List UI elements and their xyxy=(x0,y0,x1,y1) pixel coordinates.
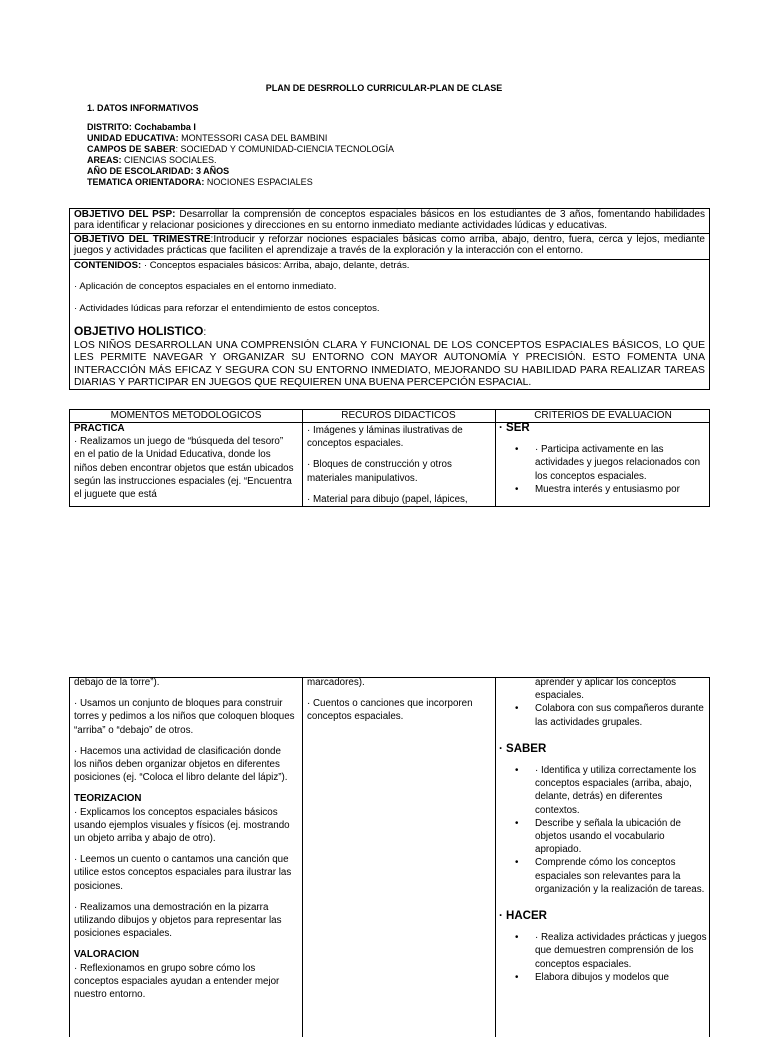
recurso-item: · Bloques de construcción y otros materiales manipulativos. xyxy=(307,459,452,484)
criterio-item: • · Realiza actividades prácticas y juegos que demuestren comprensión de los conceptos espaciales. xyxy=(535,931,707,971)
criterio-item: • · Participa activamente en las actividades y juegos relacionados con los conceptos espaciales. xyxy=(535,443,707,483)
info-block xyxy=(87,122,394,188)
objetivo-holistico: OBJETIVO HOLISTICO: LOS NIÑOS DESARROLLAN UNA COMPRENSIÓN CLARA Y FUNCIONAL DE LOS CONCEPTOS ESPACIALES BÁSICOS, LO QUE LES PERMITE NAVEGAR Y ORGANIZAR SU ENTORNO CON MAYOR AUTONOMÍA Y PRECISIÓN. ESTO FOMENTA UNA INTERACCIÓN MÁS EFICAZ Y SEGURA CON SU ENTORNO INMEDIATO, MEJORANDO SU HABILIDAD PARA REALIZAR TAREAS DIARIAS Y PARTICIPAR EN JUEGOS QUE REQUIEREN UNA BUENA PERCEPCIÓN ESPACIAL. xyxy=(74,324,705,389)
info-areas: AREAS: CIENCIAS SOCIALES. xyxy=(87,155,217,165)
contenido-item: · Actividades lúdicas para reforzar el entendimiento de estos conceptos. xyxy=(74,303,380,314)
document-title: PLAN DE DESRROLLO CURRICULAR-PLAN DE CLASE xyxy=(265,83,503,93)
momento-item: · Reflexionamos en grupo sobre cómo los conceptos espaciales ayudan a entender mejor nuestro entorno. xyxy=(74,962,280,1001)
contenido-item: · Aplicación de conceptos espaciales en el entorno inmediato. xyxy=(74,281,337,292)
momento-item: · Explicamos los conceptos espaciales básicos usando ejemplos visuales y físicos (ej. mostrando un objeto arriba y abajo de otro). xyxy=(74,806,290,845)
info-tematica: TEMATICA ORIENTADORA: NOCIONES ESPACIALES xyxy=(87,177,313,187)
valoracion-label: VALORACION xyxy=(74,949,140,961)
momentos-cell xyxy=(74,422,296,501)
holistico-label: OBJETIVO HOLISTICO xyxy=(74,324,204,338)
criterio-item: • Muestra interés y entusiasmo por xyxy=(535,483,707,496)
momentos-cell xyxy=(74,677,296,1009)
info-anio: AÑO DE ESCOLARIDAD: 3 AÑOS xyxy=(87,166,230,176)
recurso-item: · Material para dibujo (papel, lápices, xyxy=(307,493,468,505)
info-distrito: DISTRITO: Cochabamba I xyxy=(87,122,196,132)
momento-item: · Hacemos una actividad de clasificación donde los niños deben organizar objetos en diferentes posiciones (ej. “Coloca el libro delante del lápiz”). xyxy=(74,745,288,784)
criterio-item: • Describe y señala la ubicación de objetos usando el vocabulario apropiado. xyxy=(535,817,707,857)
holistico-text: LOS NIÑOS DESARROLLAN UNA COMPRENSIÓN CLARA Y FUNCIONAL DE LOS CONCEPTOS ESPACIALES BÁSICOS, LO QUE LES PERMITE NAVEGAR Y ORGANIZAR SU ENTORNO CON MAYOR AUTONOMÍA Y PRECISIÓN. ESTO FOMENTA UNA INTERACCIÓN MÁS EFICAZ Y SEGURA CON SU ENTORNO INMEDIATO, MEJORANDO SU HABILIDAD PARA REALIZAR TAREAS DIARIAS Y PARTICIPAR EN JUEGOS QUE REQUIEREN UNA BUENA PERCEPCIÓN ESPACIAL. xyxy=(74,339,705,389)
info-campos: CAMPOS DE SABER: SOCIEDAD Y COMUNIDAD-CIENCIA TECNOLOGÍA xyxy=(87,144,395,154)
criterios-cell xyxy=(499,677,707,984)
objetivo-psp: OBJETIVO DEL PSP: Desarrollar la comprensión de conceptos espaciales básicos en los estudiantes de 3 años, fomentando habilidades para identificar y relacionar posiciones y direcciones en su entorno inmediato mediante actividades lúdicas y educativas. xyxy=(70,209,709,234)
objetivo-trimestre: OBJETIVO DEL TRIMESTRE:Introducir y reforzar nociones espaciales básicas como arriba, abajo, dentro, fuera, cerca y lejos, mediante juegos y actividades prácticas que faciliten el aprendizaje a través de la exploración y la interacción con el entorno. xyxy=(70,234,709,260)
methods-table-page1 xyxy=(69,409,710,507)
header-momentos: MOMENTOS METODOLOGICOS xyxy=(110,410,262,421)
recurso-item: marcadores). xyxy=(307,677,365,688)
momentos-text: · Realizamos un juego de “búsqueda del tesoro” en el patio de la Unidad Educativa, donde los niños deben encontrar objetos que están ubicados según las instrucciones espaciales (ej. “Encuentra el juguete que está xyxy=(74,436,294,501)
recurso-item: · Imágenes y láminas ilustrativas de conceptos espaciales. xyxy=(307,425,463,450)
momento-item: · Realizamos una demostración en la pizarra utilizando dibujos y objetos para representar las posiciones espaciales. xyxy=(74,901,282,940)
header-criterios: CRITERIOS DE EVALUACION xyxy=(534,410,672,421)
momento-item: · Usamos un conjunto de bloques para construir torres y pedimos a los niños que coloquen bloques “arriba” o “debajo” de otros. xyxy=(74,698,295,736)
header-recursos: RECUROS DIDACTICOS xyxy=(341,410,456,421)
criterio-item: • Colabora con sus compañeros durante las actividades grupales. xyxy=(535,702,707,728)
momento-item: · Leemos un cuento o cantamos una canción que utilice estos conceptos espaciales para ilustrar las posiciones. xyxy=(74,854,292,892)
recursos-cell xyxy=(307,677,487,732)
criterio-item: • Comprende cómo los conceptos espaciales son relevantes para la organización y la realización de tareas. xyxy=(535,856,707,896)
methods-table-page2 xyxy=(69,677,710,1037)
objectives-box xyxy=(69,208,710,390)
contenidos xyxy=(74,260,705,324)
recurso-item: · Cuentos o canciones que incorporen conceptos espaciales. xyxy=(307,698,473,723)
momento-item: debajo de la torre”). xyxy=(74,677,160,688)
hacer-heading: · HACER xyxy=(499,910,547,923)
criterios-cell xyxy=(499,422,707,496)
saber-heading: · SABER xyxy=(499,742,547,755)
criterio-item: • · Identifica y utiliza correctamente los conceptos espaciales (arriba, abajo, delante, detrás) en diferentes contextos. xyxy=(535,764,707,817)
criterio-item: • Elabora dibujos y modelos que xyxy=(535,971,707,984)
section-heading: 1. DATOS INFORMATIVOS xyxy=(87,103,199,113)
info-unidad: UNIDAD EDUCATIVA: MONTESSORI CASA DEL BAMBINI xyxy=(87,133,328,143)
contenidos-label: CONTENIDOS: xyxy=(74,260,142,271)
recursos-cell xyxy=(307,424,487,507)
ser-heading: · SER xyxy=(499,422,530,434)
contenido-item: · Conceptos espaciales básicos: Arriba, abajo, delante, detrás. xyxy=(143,260,410,271)
teorizacion-label: TEORIZACION xyxy=(74,793,142,805)
practica-label: PRACTICA xyxy=(74,423,125,434)
ser-continued: aprender y aplicar los conceptos espaciales. xyxy=(535,677,677,702)
